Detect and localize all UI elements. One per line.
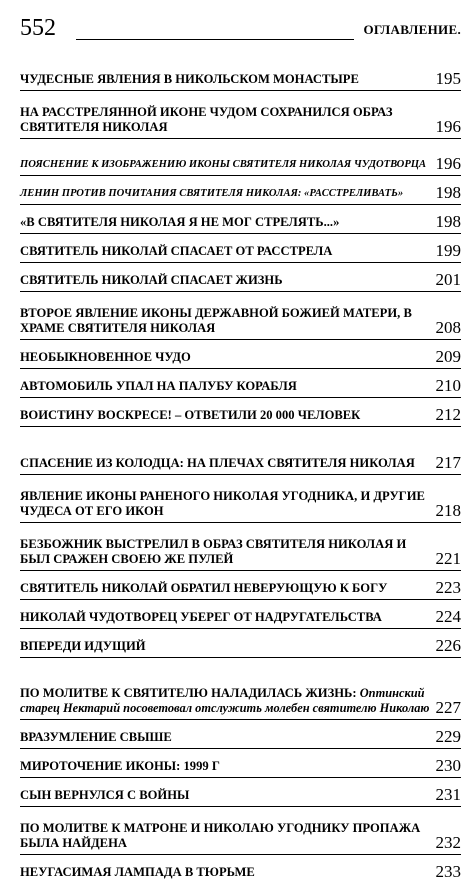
toc-entry-title-text: БЕЗБОЖНИК ВЫСТРЕЛИЛ В ОБРАЗ СВЯТИТЕЛЯ НИКОЛАЯ И БЫЛ СРАЖЕН СВОЕЮ ЖЕ ПУЛЕЙ	[20, 537, 407, 566]
toc-entry-title	[20, 756, 432, 777]
toc-entry-title-text: НЕУГАСИМАЯ ЛАМПАДА В ТЮРЬМЕ	[20, 865, 255, 879]
toc-entry[interactable]	[20, 600, 461, 629]
toc-entry-title	[20, 636, 432, 657]
toc-entry-page-number: 199	[435, 241, 461, 260]
toc-entry-title-text: ЛЕНИН ПРОТИВ ПОЧИТАНИЯ СВЯТИТЕЛЯ НИКОЛАЯ: «РАССТРЕЛИВАТЬ»	[20, 188, 404, 199]
toc-entry-title	[20, 69, 432, 90]
toc-entry-title-text: ВТОРОЕ ЯВЛЕНИЕ ИКОНЫ ДЕРЖАВНОЙ БОЖИЕЙ МАТЕРИ, В ХРАМЕ СВЯТИТЕЛЯ НИКОЛАЯ	[20, 306, 412, 335]
toc-entry[interactable]	[20, 205, 461, 234]
toc-entry-page-number: 198	[435, 212, 461, 231]
toc-entry-page-number: 218	[435, 501, 461, 520]
toc-entry-title-text: ПО МОЛИТВЕ К МАТРОНЕ И НИКОЛАЮ УГОДНИКУ ПРОПАЖА БЫЛА НАЙДЕНА	[20, 821, 421, 850]
toc-entry-page-number: 233	[435, 862, 461, 881]
toc-entry-title-text: «В СВЯТИТЕЛЯ НИКОЛАЯ Я НЕ МОГ СТРЕЛЯТЬ...»	[20, 215, 340, 229]
toc-entry-page-number: 231	[435, 785, 461, 804]
toc-entry-title	[20, 727, 432, 748]
toc-entry-page-number: 210	[435, 376, 461, 395]
toc-entry-title-text: ВРАЗУМЛЕНИЕ СВЫШЕ	[20, 730, 172, 744]
table-of-contents	[20, 60, 461, 883]
toc-entry-title	[20, 683, 432, 719]
toc-entry-title	[20, 241, 432, 262]
toc-entry-title	[20, 453, 432, 474]
toc-entry-subtitle: Оптинский старец Нектарий посоветовал отслужить молебен святителю Николаю	[20, 686, 430, 715]
toc-entry[interactable]	[20, 340, 461, 369]
toc-entry[interactable]	[20, 91, 461, 139]
toc-entry-title-text: МИРОТОЧЕНИЕ ИКОНЫ: 1999 Г	[20, 759, 220, 773]
page-header	[20, 14, 461, 46]
toc-entry-page-number: 221	[435, 549, 461, 568]
running-title: ОГЛАВЛЕНИЕ.	[363, 22, 461, 37]
toc-entry-title	[20, 212, 432, 233]
toc-entry-title-text: СЫН ВЕРНУЛСЯ С ВОЙНЫ	[20, 788, 190, 802]
toc-entry-title	[20, 102, 432, 138]
toc-entry-title	[20, 862, 432, 883]
toc-entry[interactable]	[20, 720, 461, 749]
toc-entry-page-number: 198	[435, 183, 461, 202]
toc-entry-page-number: 195	[435, 69, 461, 88]
page-number: 552	[20, 15, 56, 41]
toc-entry[interactable]	[20, 60, 461, 91]
toc-entry[interactable]	[20, 807, 461, 855]
toc-entry-title	[20, 303, 432, 339]
toc-entry-title	[20, 347, 432, 368]
toc-entry-title-text: СПАСЕНИЕ ИЗ КОЛОДЦА: НА ПЛЕЧАХ СВЯТИТЕЛЯ НИКОЛАЯ	[20, 456, 415, 470]
toc-entry-title	[20, 818, 432, 854]
toc-entry-title	[20, 270, 432, 291]
toc-entry[interactable]	[20, 571, 461, 600]
toc-entry-page-number: 223	[435, 578, 461, 597]
toc-entry-title-text: СВЯТИТЕЛЬ НИКОЛАЙ ОБРАТИЛ НЕВЕРУЮЩУЮ К БОГУ	[20, 581, 388, 595]
toc-entry[interactable]	[20, 658, 461, 720]
toc-entry-title-text: НИКОЛАЙ ЧУДОТВОРЕЦ УБЕРЕГ ОТ НАДРУГАТЕЛЬСТВА	[20, 610, 382, 624]
toc-entry-title-text: ЯВЛЕНИЕ ИКОНЫ РАНЕНОГО НИКОЛАЯ УГОДНИКА, И ДРУГИЕ ЧУДЕСА ОТ ЕГО ИКОН	[20, 489, 425, 518]
toc-entry-title	[20, 405, 432, 426]
toc-entry-page-number: 217	[435, 453, 461, 472]
toc-entry-title-text: ВПЕРЕДИ ИДУЩИЙ	[20, 639, 146, 653]
header-rule	[76, 39, 354, 40]
toc-entry-title-text: СВЯТИТЕЛЬ НИКОЛАЙ СПАСАЕТ ОТ РАССТРЕЛА	[20, 244, 333, 258]
toc-entry-title-text: СВЯТИТЕЛЬ НИКОЛАЙ СПАСАЕТ ЖИЗНЬ	[20, 273, 283, 287]
toc-entry[interactable]	[20, 778, 461, 807]
toc-entry[interactable]	[20, 398, 461, 427]
toc-entry-page-number: 196	[435, 117, 461, 136]
toc-entry-title-text: ВОИСТИНУ ВОСКРЕСЕ! – ОТВЕТИЛИ 20 000 ЧЕЛОВЕК	[20, 408, 361, 422]
toc-entry[interactable]	[20, 234, 461, 263]
toc-entry-title	[20, 486, 432, 522]
toc-entry-page-number: 227	[435, 698, 461, 717]
toc-entry-page-number: 196	[435, 154, 461, 173]
toc-entry-page-number: 230	[435, 756, 461, 775]
toc-entry[interactable]	[20, 139, 461, 176]
toc-entry-title	[20, 785, 432, 806]
toc-entry[interactable]	[20, 263, 461, 292]
toc-entry[interactable]	[20, 369, 461, 398]
toc-entry[interactable]	[20, 629, 461, 658]
toc-entry[interactable]	[20, 176, 461, 205]
toc-entry[interactable]	[20, 427, 461, 475]
toc-entry-page-number: 224	[435, 607, 461, 626]
toc-entry-title-text: ПОЯСНЕНИЕ К ИЗОБРАЖЕНИЮ ИКОНЫ СВЯТИТЕЛЯ НИКОЛАЯ ЧУДОТВОРЦА	[20, 159, 427, 170]
toc-entry-page-number: 201	[435, 270, 461, 289]
toc-entry[interactable]	[20, 855, 461, 883]
toc-entry-title-text: ПО МОЛИТВЕ К СВЯТИТЕЛЮ НАЛАДИЛАСЬ ЖИЗНЬ:	[20, 686, 357, 700]
toc-entry[interactable]	[20, 292, 461, 340]
toc-entry-page-number: 209	[435, 347, 461, 366]
toc-entry-page-number: 212	[435, 405, 461, 424]
toc-entry-page-number: 229	[435, 727, 461, 746]
toc-entry-title	[20, 376, 432, 397]
toc-entry-title-text: ЧУДЕСНЫЕ ЯВЛЕНИЯ В НИКОЛЬСКОМ МОНАСТЫРЕ	[20, 72, 359, 86]
toc-entry[interactable]	[20, 475, 461, 523]
toc-entry-title	[20, 578, 432, 599]
toc-entry-page-number: 232	[435, 833, 461, 852]
toc-entry-title	[20, 154, 432, 175]
toc-entry-title-text: АВТОМОБИЛЬ УПАЛ НА ПАЛУБУ КОРАБЛЯ	[20, 379, 297, 393]
toc-entry-title	[20, 534, 432, 570]
toc-entry-title	[20, 183, 432, 204]
toc-entry-title-text: НА РАССТРЕЛЯННОЙ ИКОНЕ ЧУДОМ СОХРАНИЛСЯ ОБРАЗ СВЯТИТЕЛЯ НИКОЛАЯ	[20, 105, 393, 134]
toc-entry-page-number: 208	[435, 318, 461, 337]
toc-entry-page-number: 226	[435, 636, 461, 655]
toc-entry[interactable]	[20, 749, 461, 778]
toc-entry-title-text: НЕОБЫКНОВЕННОЕ ЧУДО	[20, 350, 191, 364]
toc-entry[interactable]	[20, 523, 461, 571]
toc-entry-title	[20, 607, 432, 628]
